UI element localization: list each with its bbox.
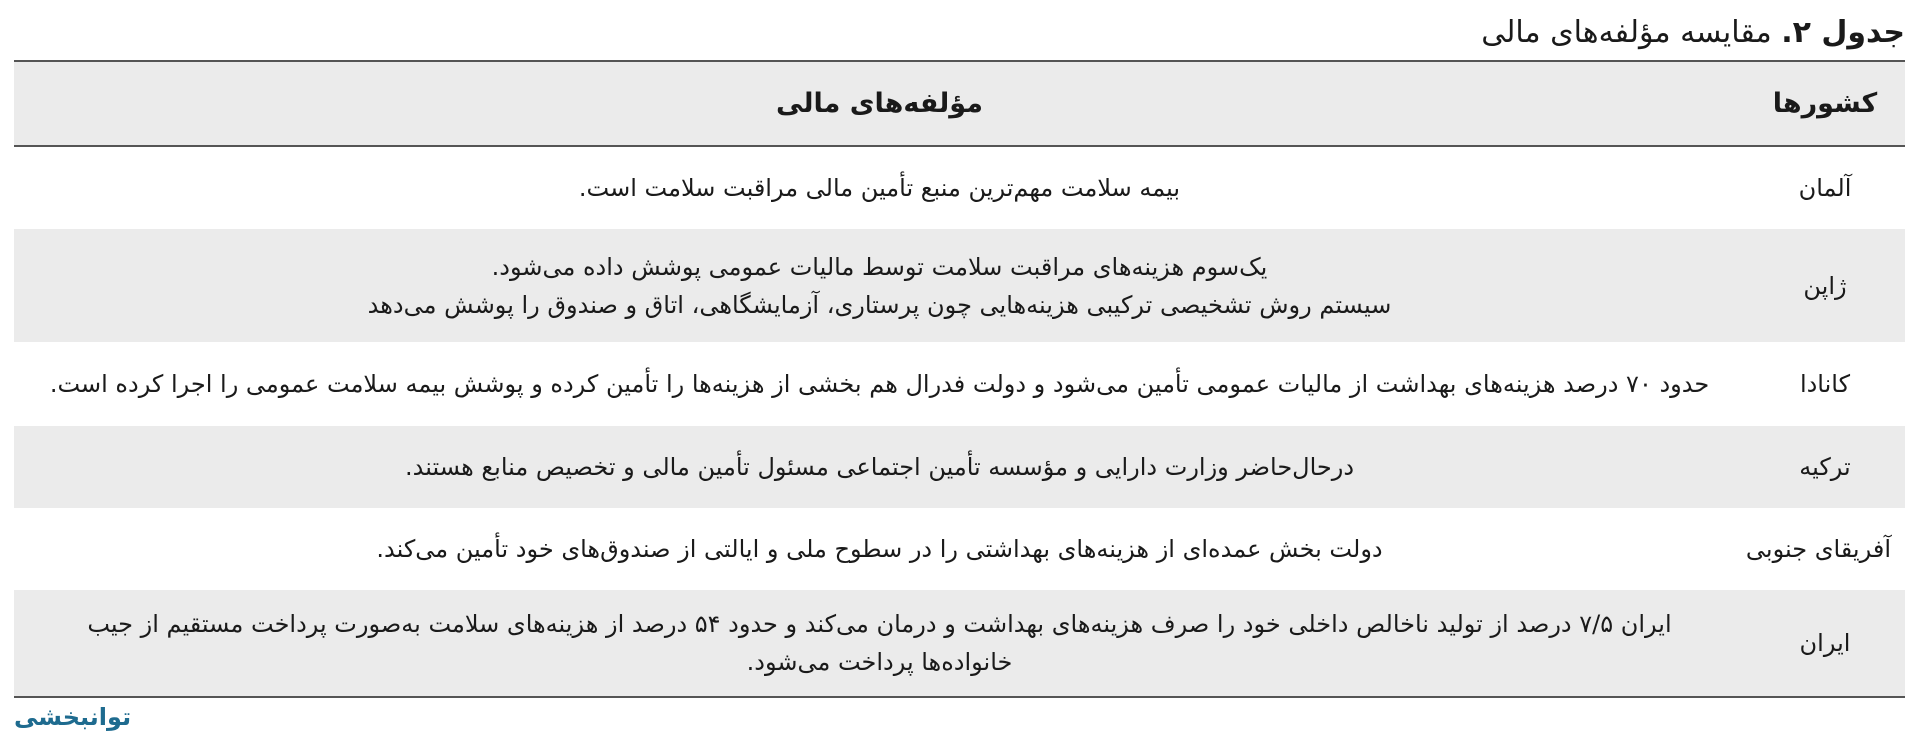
financial-cell: [14, 426, 1745, 508]
document-page: [14, 0, 1905, 698]
comparison-table: [14, 60, 1905, 698]
cell-text-line: حدود ۷۰ درصد هزینه‌های بهداشت از مالیات عمومی تأمین می‌شود و دولت فدرال هم بخشی از هزینه‌ها را تأمین کرده و پوشش بیمه سلامت عمومی را اجرا کرده است.: [49, 370, 1710, 398]
cell-text-line: خانواده‌ها پرداخت می‌شود.: [746, 648, 1013, 676]
cell-text-line: ایران ۷/۵ درصد از تولید ناخالص داخلی خود را صرف هزینه‌های بهداشت و درمان می‌کند و حدود ۵۴ درصد از هزینه‌های سلامت به‌صورت پرداخت مستقیم از جیب: [87, 610, 1672, 638]
table-header-row: [14, 61, 1905, 146]
financial-cell: [14, 508, 1745, 590]
country-cell: آفریقای جنوبی: [1745, 535, 1891, 563]
financial-cell: [14, 342, 1745, 426]
financial-cell: [14, 229, 1745, 342]
header-financial-components: مؤلفه‌های مالی: [14, 61, 1745, 146]
publisher-logo: توانبخشی: [14, 703, 132, 731]
cell-text-line: دولت بخش عمده‌ای از هزینه‌های بهداشتی را در سطوح ملی و ایالتی از صندوق‌های خود تأمین می‌کند.: [376, 535, 1383, 563]
header-countries: کشورها: [1745, 61, 1905, 146]
cell-text-line: بیمه سلامت مهم‌ترین منبع تأمین مالی مراقبت سلامت است.: [578, 174, 1181, 202]
table-row: [14, 229, 1905, 342]
table-row: [14, 146, 1905, 229]
table-caption: [14, 0, 1905, 60]
table-row: [14, 342, 1905, 426]
caption-label: جدول ۲.: [1781, 15, 1905, 50]
financial-cell: [14, 590, 1745, 697]
caption-text: مقایسه مؤلفه‌های مالی: [1481, 15, 1772, 50]
cell-text-line: سیستم روش تشخیصی ترکیبی هزینه‌هایی چون پرستاری، آزمایشگاهی، اتاق و صندوق را پوشش می‌دهد: [367, 290, 1392, 319]
country-cell: کانادا: [1799, 370, 1851, 398]
cell-text-line: یک‌سوم هزینه‌های مراقبت سلامت توسط مالیات عمومی پوشش داده می‌شود.: [491, 252, 1268, 281]
country-cell: ایران: [1799, 629, 1851, 657]
country-cell: آلمان: [1798, 174, 1852, 202]
table-row: [14, 426, 1905, 508]
table-row: [14, 508, 1905, 590]
financial-cell: [14, 146, 1745, 229]
cell-text-line: درحال‌حاضر وزارت دارایی و مؤسسه تأمین اجتماعی مسئول تأمین مالی و تخصیص منابع هستند.: [404, 453, 1355, 481]
country-cell: ترکیه: [1799, 453, 1851, 481]
country-cell: ژاپن: [1803, 271, 1847, 300]
table-row: [14, 590, 1905, 697]
